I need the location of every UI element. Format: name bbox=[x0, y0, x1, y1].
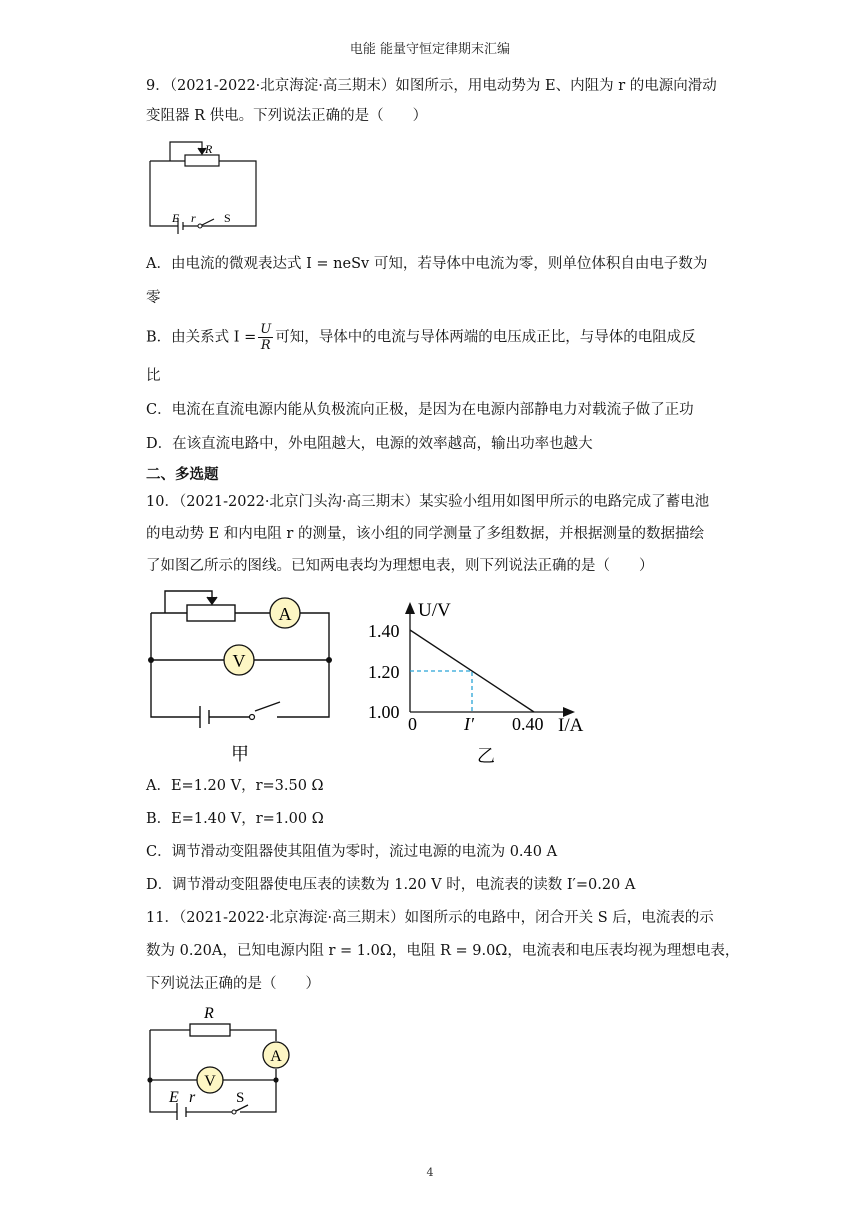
q10-switch-contact bbox=[250, 715, 255, 720]
q10-xtick-0.40: 0.40 bbox=[512, 714, 544, 734]
q9-option-a-line1: A．由电流的微观表达式 I = neSv 可知，若导体中电流为零，则单位体积自由电子数为 bbox=[146, 256, 708, 272]
q9-switch-contact bbox=[198, 224, 202, 228]
q9-option-b-post: 可知，导体中的电流与导体两端的电压成正比，与导体的电阻成反 bbox=[275, 329, 696, 346]
q10-graph-yi bbox=[360, 600, 600, 770]
q9-label-R: R bbox=[205, 142, 213, 156]
q11-label-r: r bbox=[189, 1089, 196, 1106]
q10-option-b: B．E=1.40 V，r=1.00 Ω bbox=[146, 811, 324, 827]
q9-stem-line1: 9．（2021-2022·北京海淀·高三期末）如图所示，用电动势为 E、内阻为 r 的电源向滑动 bbox=[146, 78, 717, 94]
q9-label-S: S bbox=[224, 211, 231, 225]
q10-graph-ylabel: U/V bbox=[418, 600, 451, 621]
y-axis-arrow bbox=[405, 602, 415, 614]
fraction-denominator: R bbox=[260, 338, 271, 353]
q10-graph-dashed-guide bbox=[410, 671, 472, 712]
q10-graph-xlabel: I/A bbox=[558, 715, 584, 736]
q9-stem-line2: 变阻器 R 供电。下列说法正确的是（ ） bbox=[146, 108, 428, 124]
q10-xtick-0: 0 bbox=[408, 714, 417, 734]
q10-option-c: C．调节滑动变阻器使其阻值为零时，流过电源的电流为 0.40 A bbox=[146, 844, 558, 860]
q10-circuit-diagram-jia bbox=[140, 582, 350, 768]
fraction-numerator: U bbox=[260, 322, 272, 337]
q10-voltmeter-label: V bbox=[232, 651, 246, 671]
q10-ytick-1.00: 1.00 bbox=[368, 702, 400, 722]
q11-switch-contact bbox=[232, 1110, 236, 1114]
q11-junction-right bbox=[273, 1077, 278, 1082]
q10-xtick-iprime: I′ bbox=[464, 714, 474, 734]
q9-label-E: E bbox=[172, 211, 180, 225]
q11-circuit-diagram bbox=[140, 1000, 300, 1120]
page-header: 电能 能量守恒定律期末汇编 bbox=[349, 42, 511, 57]
q9-option-b-line1 bbox=[146, 322, 696, 353]
q9-label-r: r bbox=[191, 211, 196, 225]
q9-option-d: D．在该直流电路中，外电阻越大，电源的效率越高，输出功率也越大 bbox=[146, 436, 593, 452]
q11-stem-line1: 11．（2021-2022·北京海淀·高三期末）如图所示的电路中，闭合开关 S 后，电流表的示 bbox=[146, 910, 714, 926]
q10-stem-line2: 的电动势 E 和内电阻 r 的测量，该小组的同学测量了多组数据，并根据测量的数据描绘 bbox=[146, 526, 704, 542]
q9-option-a-line2: 零 bbox=[146, 290, 161, 306]
q11-stem-line2: 数为 0.20A，已知电源内阻 r = 1.0Ω，电阻 R = 9.0Ω，电流表和电压表均视为理想电表， bbox=[146, 943, 740, 959]
q10-option-a: A．E=1.20 V，r=3.50 Ω bbox=[146, 778, 324, 794]
q10-caption-jia: 甲 bbox=[231, 744, 249, 764]
q11-voltmeter-label: V bbox=[204, 1073, 216, 1090]
q9-option-b-fraction bbox=[258, 322, 273, 353]
q11-ammeter-label: A bbox=[270, 1048, 282, 1065]
q10-ammeter-label: A bbox=[278, 604, 292, 624]
q10-graph-line bbox=[410, 630, 534, 712]
q11-label-S: S bbox=[236, 1090, 245, 1106]
q11-label-E: E bbox=[169, 1089, 179, 1106]
q9-option-c: C．电流在直流电源内能从负极流向正极，是因为在电源内部静电力对载流子做了正功 bbox=[146, 402, 694, 418]
q10-junction-left bbox=[148, 657, 154, 663]
q10-stem-line3: 了如图乙所示的图线。已知两电表均为理想电表，则下列说法正确的是（ ） bbox=[146, 558, 654, 574]
q11-junction-left bbox=[147, 1077, 152, 1082]
q10-ytick-1.20: 1.20 bbox=[368, 662, 400, 682]
q10-ytick-1.40: 1.40 bbox=[368, 621, 400, 641]
q10-option-d: D．调节滑动变阻器使电压表的读数为 1.20 V 时，电流表的读数 I′=0.20 A bbox=[146, 877, 636, 893]
section-title-multiple-choice: 二、多选题 bbox=[146, 466, 219, 483]
q10-junction-right bbox=[326, 657, 332, 663]
q9-option-b-pre: B．由关系式 I = bbox=[146, 329, 257, 346]
q10-stem-line1: 10．（2021-2022·北京门头沟·高三期末）某实验小组用如图甲所示的电路完成了蓄电池 bbox=[146, 494, 710, 510]
page-number: 4 bbox=[426, 1166, 434, 1179]
q10-caption-yi: 乙 bbox=[477, 746, 495, 766]
q9-option-b-line2: 比 bbox=[146, 368, 161, 384]
q11-stem-line3: 下列说法正确的是（ ） bbox=[146, 976, 320, 992]
q11-label-R: R bbox=[204, 1005, 214, 1022]
q9-circuit-diagram bbox=[140, 136, 270, 236]
